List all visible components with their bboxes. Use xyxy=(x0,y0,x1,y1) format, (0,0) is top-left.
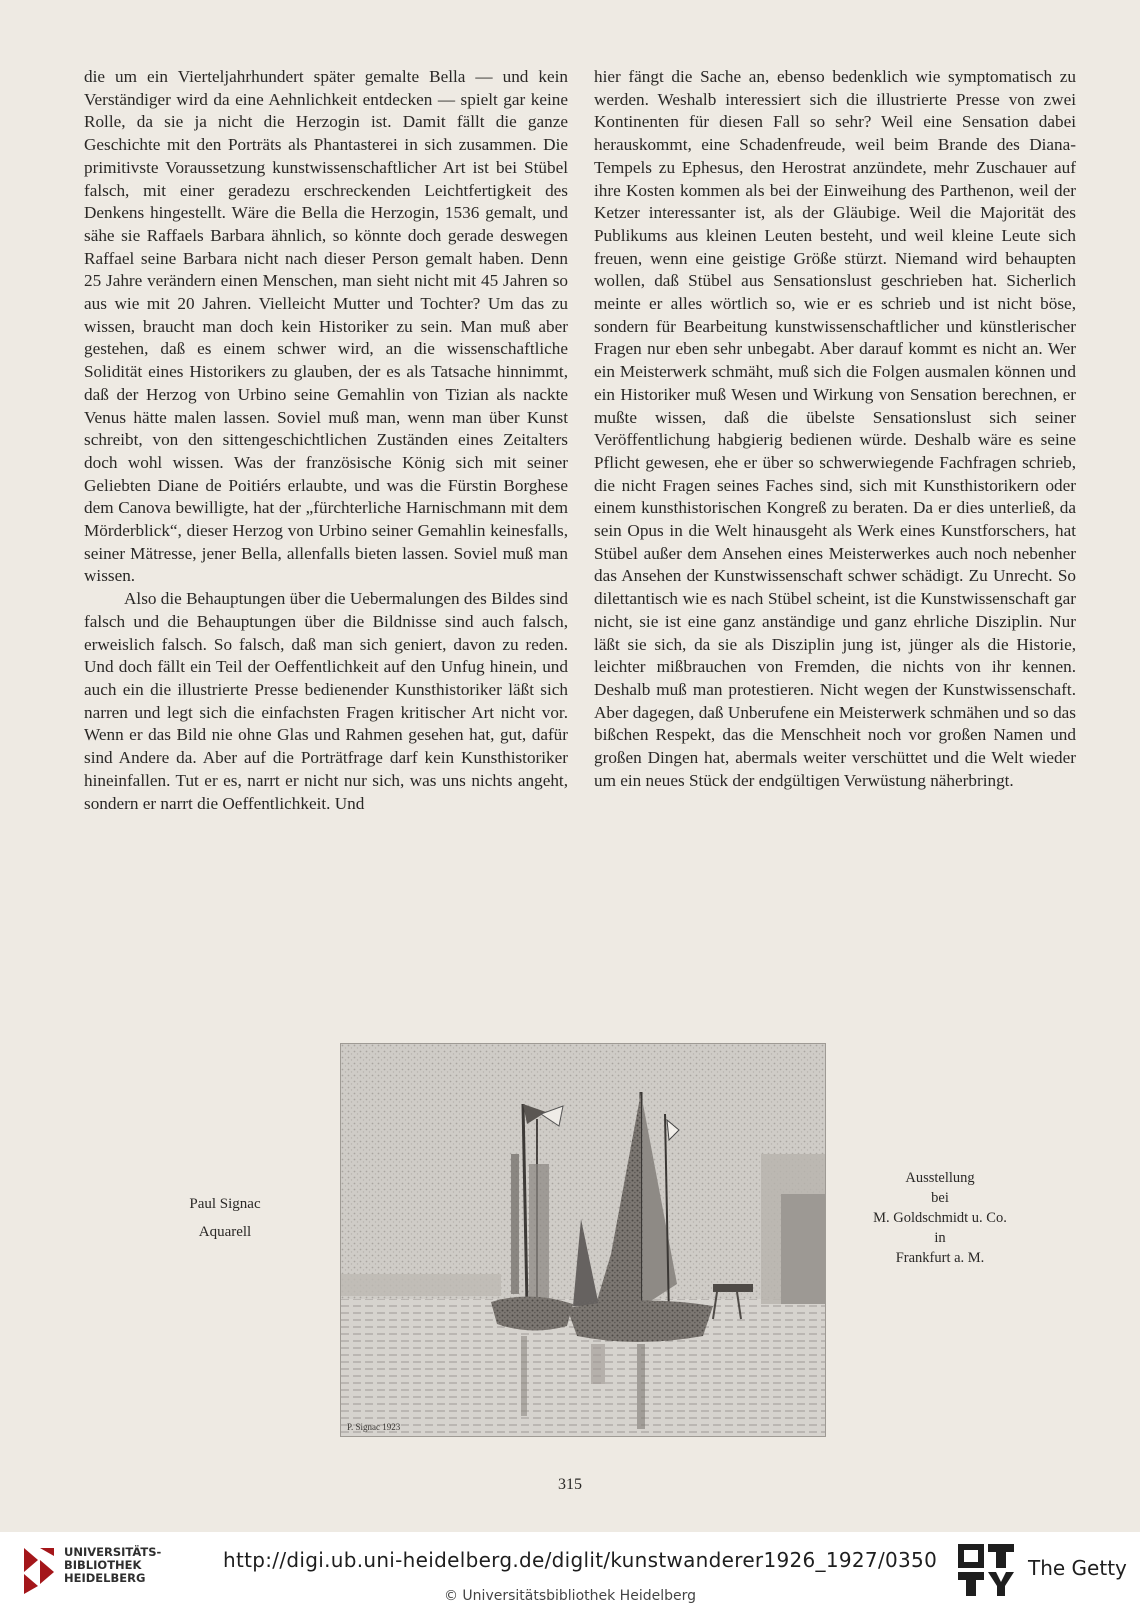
figure-caption-exhibition xyxy=(845,1168,1035,1268)
figure-caption-artist xyxy=(150,1190,300,1246)
digitization-footer xyxy=(0,1532,1140,1614)
caption-line: bei xyxy=(931,1190,949,1206)
page-number: 315 xyxy=(558,1476,582,1493)
sailboats-watercolor xyxy=(341,1044,825,1436)
paragraph: die um ein Vierteljahrhundert später gemalte Bella — und kein Verständiger wird da eine Aehnlichkeit entdecken — spielt gar keine Rolle, da sie ja nicht die Herzogin ist. Damit fällt die ganze Geschichte mit den Porträts als Phantasterei in sich zusammen. Die primitivste Voraussetzung kunstwissenschaftlicher Art ist bei Stübel falsch, mit einer geradezu erschreckenden Leichtfertigkeit des Denkens hingestellt. Wäre die Bella die Herzogin, 1536 gemalt, und sähe sie Raffaels Barbara ähnlich, so könnte doch gerade deswegen Raffael seine Barbara nicht nach dieser Person gemalt haben. Denn 25 Jahre verändern einen Menschen, man sieht nicht mit 45 Jahren so aus wie mit 20 Jahren. Vielleicht Mutter und Tochter? Um das zu wissen, braucht man doch kein Historiker zu sein. Man muß aber gestehen, daß es einem schwer wird, an die wissenschaftliche Solidität eines Historikers zu glauben, der es als Tatsache hinnimmt, daß der Herzog von Urbino seine Gemahlin von Tizian als nackte Venus hätte malen lassen. Soviel muß man, wenn man über Kunst schreibt, von den sittengeschichtlichen Zuständen eines Zeitalters doch wohl wissen. Was der französische König sich mit seiner Geliebten Diane de Poitiérs erlaubte, und was die Fürstin Borghese dem Canova bewilligte, hat der „fürchterliche Harnischmann mit dem Mörderblick“, dieser Herzog von Urbino seiner Gemahlin keinesfalls, seiner Mätresse, jener Bella, allenfalls bieten lassen. Soviel muß man wissen. xyxy=(84,67,568,586)
institution-line: UNIVERSITÄTS- xyxy=(64,1545,162,1559)
getty-logo-icon xyxy=(956,1542,1020,1602)
partner-name: The Getty xyxy=(1028,1556,1127,1580)
text-column-left xyxy=(84,66,568,815)
permalink[interactable]: http://digi.ub.uni-heidelberg.de/diglit/kunstwanderer1926_1927/0350 xyxy=(223,1548,938,1572)
painting-illustration xyxy=(340,1043,826,1437)
caption-line: Aquarell xyxy=(198,1224,252,1240)
painting-signature: P. Signac 1923 xyxy=(347,1422,401,1432)
caption-line: M. Goldschmidt u. Co. xyxy=(873,1210,1007,1226)
institution-line: HEIDELBERG xyxy=(64,1571,146,1585)
caption-line: Ausstellung xyxy=(905,1170,975,1186)
caption-line: in xyxy=(934,1230,946,1246)
text-column-right xyxy=(594,66,1076,793)
copyright-notice: © Universitätsbibliothek Heidelberg xyxy=(443,1588,696,1604)
institution-name xyxy=(64,1546,161,1585)
caption-line: Frankfurt a. M. xyxy=(895,1250,985,1266)
institution-line: BIBLIOTHEK xyxy=(64,1558,142,1572)
paragraph: Also die Behauptungen über die Uebermalungen des Bildes sind falsch und die Behauptungen über die Bildnisse sind auch falsch, erweislich falsch. So falsch, daß man sich geniert, davon zu reden. Und doch fällt ein Teil der Oeffentlichkeit auf den Unfug hinein, und auch ein die illustrierte Presse bedienender Kunsthistoriker läßt sich narren und legt sich die einfachsten Fragen kritischer Art nicht vor. Wenn er das Bild nie ohne Glas und Rahmen gesehen hat, gut, dafür sind Andere da. Aber auf die Porträtfrage darf kein Kunsthistoriker hineinfallen. Tut er es, narrt er nicht nur sich, was uns nichts angeht, sondern er narrt die Oeffentlichkeit. Und xyxy=(84,589,568,813)
caption-line: Paul Signac xyxy=(189,1196,261,1212)
paragraph: hier fängt die Sache an, ebenso bedenklich wie symptomatisch zu werden. Weshalb interessiert sich die illustrierte Presse von zwei Kontinenten für diesen Fall so sehr? Weil eine Sensation dabei herauskommt, eine Schadenfreude, weil beim Brande des Diana-Tempels zu Ephesus, den Herostrat anzündete, mehr Zuschauer auf ihre Kosten kommen als bei der Einweihung des Parthenon, weil der Ketzer interessanter ist, als der Gläubige. Weil die Majorität des Publikums aus kleinen Leuten besteht, und weil kleine Leute sich freuen, wenn eine geistige Größe stürzt. Niemand wird behaupten wollen, daß Stübel aus Sensationslust geschrieben hat. Sicherlich meinte er alles wörtlich so, wie er es schrieb und ist nicht böse, sondern für Bearbeitung kunstwissenschaftlicher und künstlerischer Fragen nur eben sehr unbegabt. Aber darauf kommt es nicht an. Wer ein Meisterwerk schmäht, muß sich die Folgen ausmalen können und ein Historiker muß Wesen und Wirkung von Sensation berechnen, er mußte wissen, daß die übelste Sensationslust sich seiner Veröffentlichung habgierig bedienen würde. Deshalb wäre es seine Pflicht gewesen, ehe er über so schwerwiegende Fachfragen schrieb, die nicht Fragen seines Faches sind, sich mit Kunsthistorikern oder einem kunsthistorischen Kongreß zu beraten. Da er dies unterließ, da sein Opus in die Welt hinausgeht als Werk eines Kunstforschers, hat Stübel außer dem Ansehen eines Meisterwerkes auch noch nebenher das Ansehen der Kunstwissenschaft schwer schädigt. Zu Unrecht. So dilettantisch wie es nach Stübel scheint, ist die Kunstwissenschaft gar nicht, sie ist eine ganz anständige und ganz ehrliche Disziplin. Nur läßt sie sich, da sie als Disziplin jung ist, jünger als die Historie, leichter mißbrauchen von Fremden, die nichts von ihr kennen. Deshalb muß man protestieren. Nicht wegen der Kunstwissenschaft. Aber dagegen, daß Unberufene ein Meisterwerk schmähen und so das bißchen Respekt, das die Menschheit noch vor großen Namen und großen Dingen hat, abermals weiter verschüttet und die Welt wieder um ein neues Stück der endgültigen Verwüstung näherbringt. xyxy=(594,67,1076,790)
